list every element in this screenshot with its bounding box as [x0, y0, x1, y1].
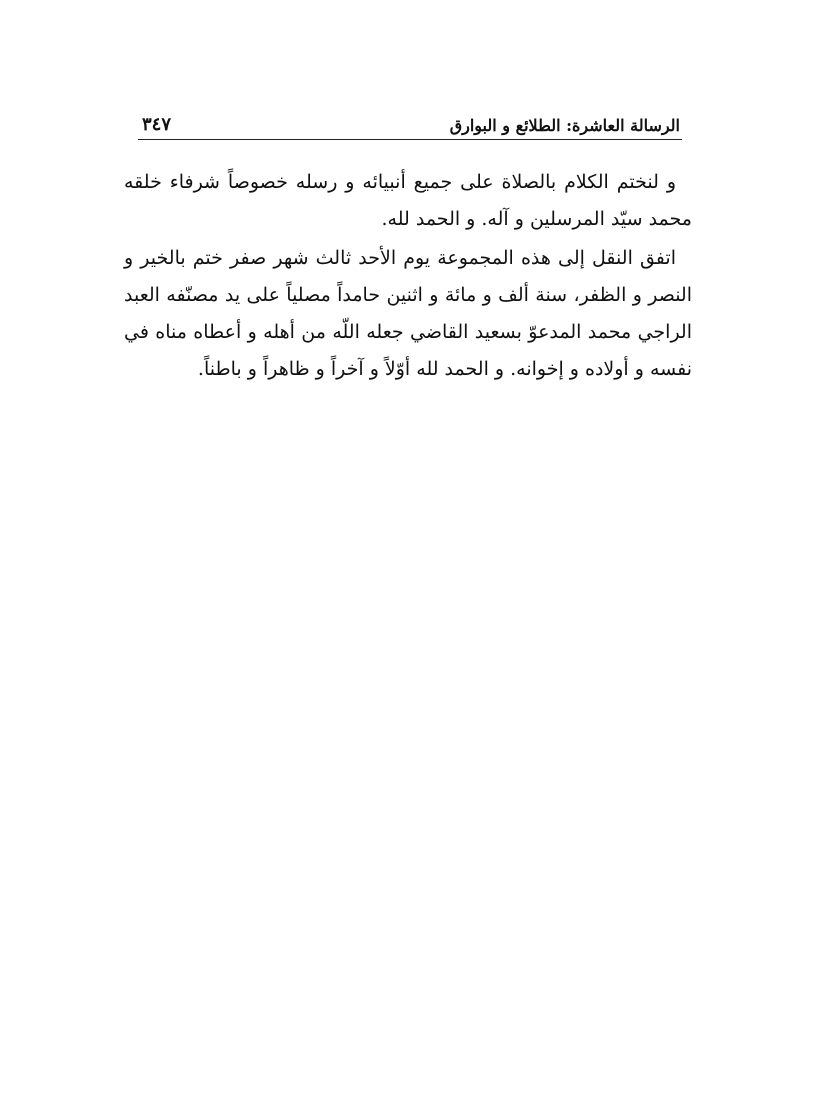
paragraph-closing-prayer: و لنختم الكلام بالصلاة على جميع أنبيائه و رسله خصوصاً شرفاء خلقه محمد سيّد المرسلين و آله. و الحمد لله. — [124, 171, 692, 230]
header-rule — [138, 139, 682, 140]
running-title: الرسالة العاشرة: الطلائع و البوارق — [449, 116, 680, 135]
body-text — [124, 164, 692, 390]
page-header — [138, 114, 682, 140]
page-number: ٣٤٧ — [142, 114, 172, 135]
paragraph-colophon: اتفق النقل إلى هذه المجموعة يوم الأحد ثالث شهر صفر ختم بالخير و النصر و الظفر، سنة ألف و مائة و اثنين حامداً مصلياً على يد مصنّفه العبد الراجي محمد المدعوّ بسعيد القاضي جعله اللّه من أهله و أعطاه مناه في نفسه و أولاده و إخوانه. و الحمد لله أوّلاً و آخراً و ظاهراً و باطناً. — [124, 247, 692, 380]
